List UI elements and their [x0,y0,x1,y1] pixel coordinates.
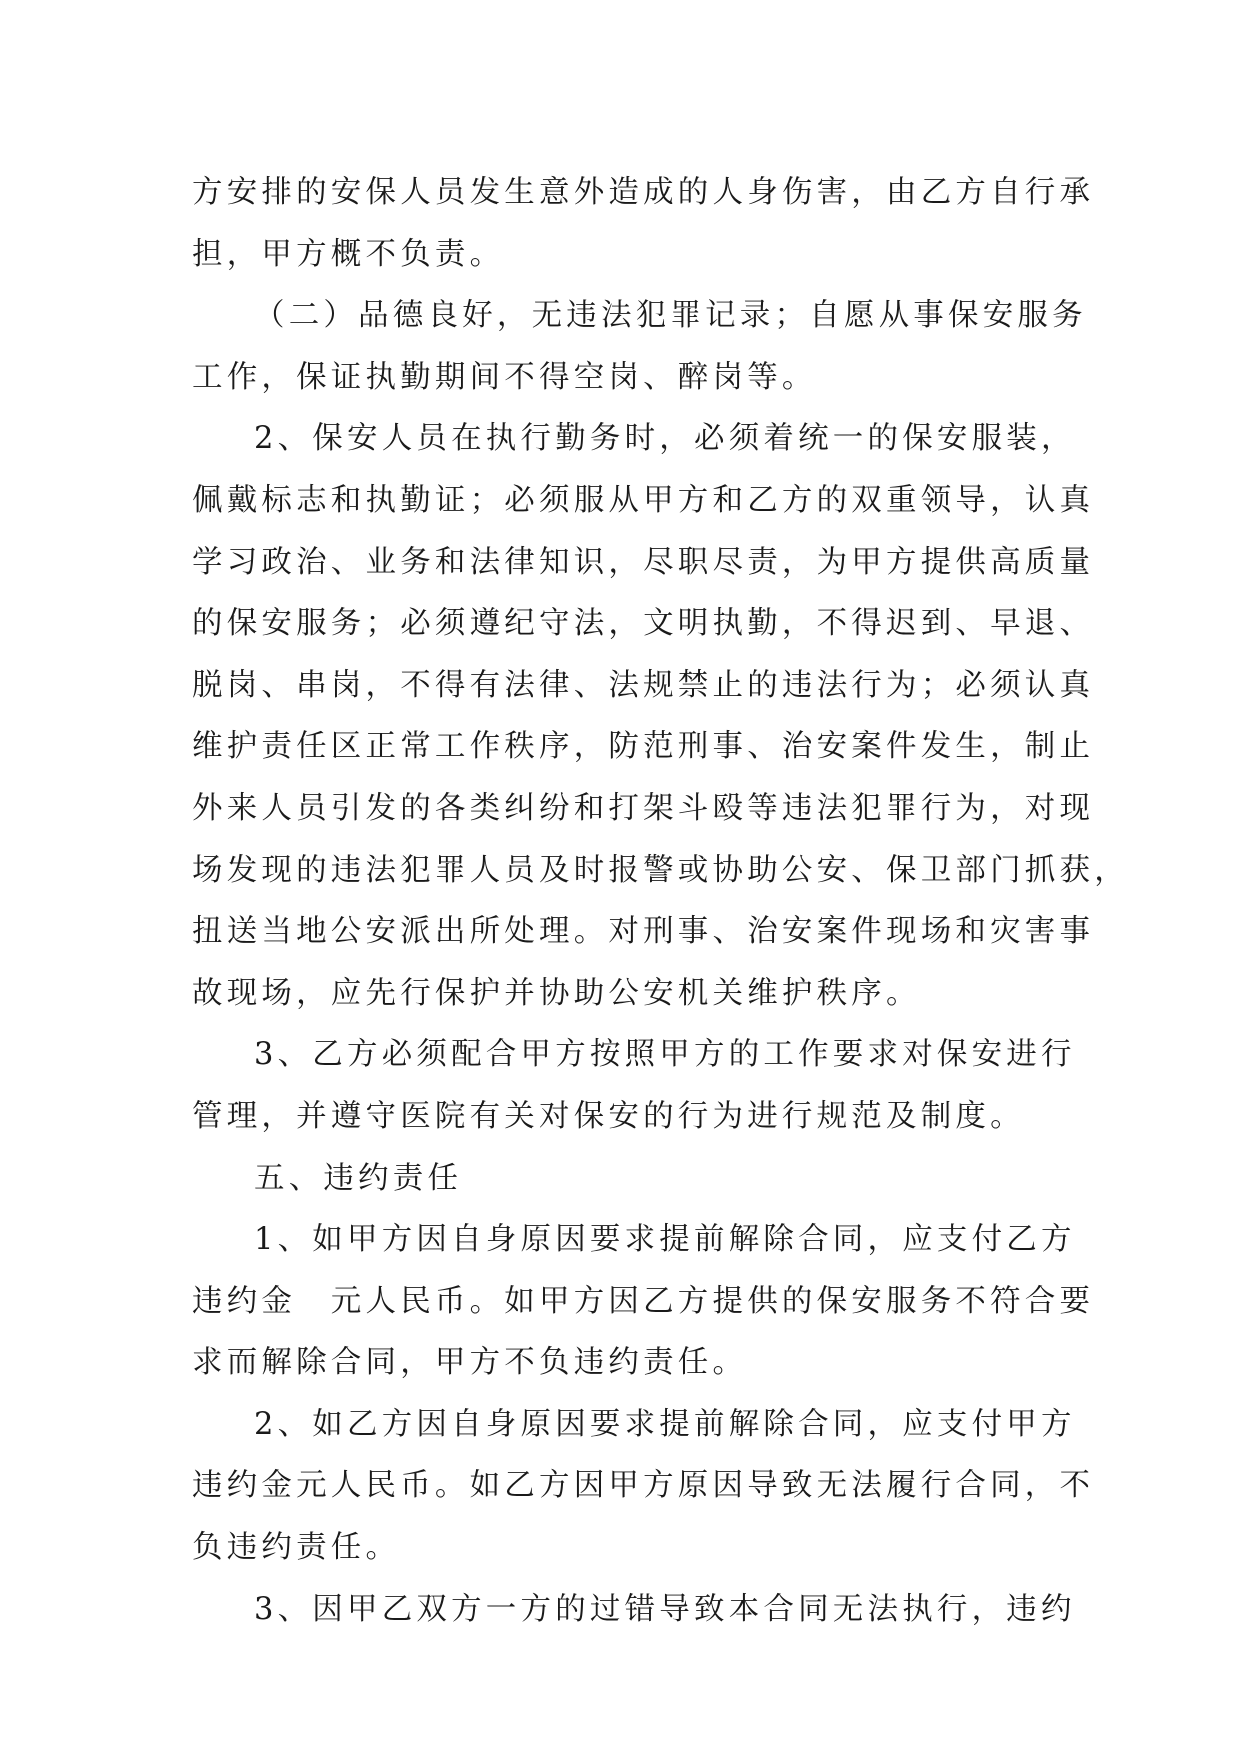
text-line: 1、如甲方因自身原因要求提前解除合同，应支付乙方 [254,1222,1076,1258]
text-line: 佩戴标志和执勤证；必须服从甲方和乙方的双重领导，认真 [192,482,1095,518]
text-line: 2、如乙方因自身原因要求提前解除合同，应支付甲方 [254,1406,1076,1442]
text-line: 求而解除合同，甲方不负违约责任。 [192,1345,748,1381]
text-line: 3、因甲乙双方一方的过错导致本合同无法执行，违约 [254,1591,1076,1627]
document-body [192,162,1129,1640]
text-line: 场发现的违法犯罪人员及时报警或协助公安、保卫部门抓获， [192,852,1129,888]
text-line: 的保安服务；必须遵纪守法，文明执勤，不得迟到、早退、 [192,606,1095,642]
text-line: 维护责任区正常工作秩序，防范刑事、治安案件发生，制止 [192,729,1095,765]
text-line: 扭送当地公安派出所处理。对刑事、治安案件现场和灾害事 [192,914,1095,950]
text-line: 违约金 元人民币。如甲方因乙方提供的保安服务不符合要 [192,1283,1095,1319]
text-line: 负违约责任。 [192,1530,401,1566]
section-heading: 五、违约责任 [254,1160,463,1196]
text-line: 工作，保证执勤期间不得空岗、醉岗等。 [192,359,817,395]
text-line: 违约金元人民币。如乙方因甲方原因导致无法履行合同，不 [192,1468,1095,1504]
text-line: 担，甲方概不负责。 [192,236,505,272]
text-line: 方安排的安保人员发生意外造成的人身伤害，由乙方自行承 [192,175,1095,210]
text-line: 管理，并遵守医院有关对保安的行为进行规范及制度。 [192,1098,1025,1134]
text-line: 脱岗、串岗，不得有法律、法规禁止的违法行为；必须认真 [192,667,1095,703]
text-line: 3、乙方必须配合甲方按照甲方的工作要求对保安进行 [254,1037,1076,1073]
text-line: 外来人员引发的各类纠纷和打架斗殴等违法犯罪行为，对现 [192,790,1095,826]
text-line: （二）品德良好，无违法犯罪记录；自愿从事保安服务 [254,298,1087,334]
text-line: 2、保安人员在执行勤务时，必须着统一的保安服装， [254,421,1076,457]
text-line: 学习政治、业务和法律知识，尽职尽责，为甲方提供高质量 [192,544,1095,580]
text-line: 故现场，应先行保护并协助公安机关维护秩序。 [192,975,921,1011]
